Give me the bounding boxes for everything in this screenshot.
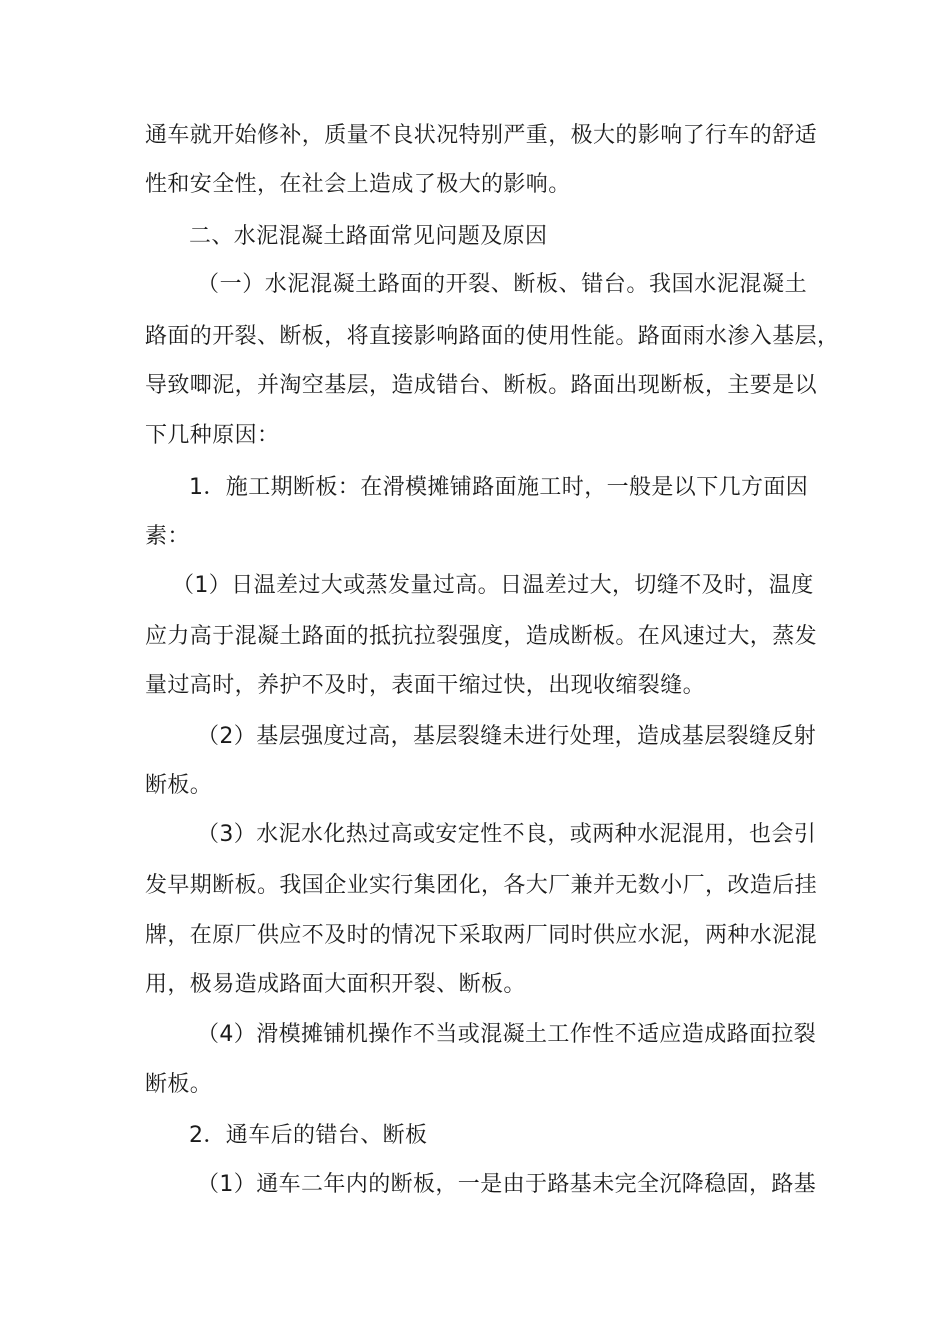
list-item: （1）日温差过大或蒸发量过高。日温差过大，切缝不及时，温度 [172,573,814,598]
paragraph-line: 牌，在原厂供应不及时的情况下采取两厂同时供应水泥，两种水泥混 [145,923,818,948]
list-item-heading: 1．施工期断板：在滑模摊铺路面施工时，一般是以下几方面因 [189,475,809,500]
paragraph-line: 导致唧泥，并淘空基层，造成错台、断板。路面出现断板，主要是以 [145,373,818,398]
list-item: （1）通车二年内的断板，一是由于路基未完全沉降稳固，路基 [197,1172,817,1197]
paragraph-line: 用，极易造成路面大面积开裂、断板。 [145,972,526,997]
paragraph-line: 量过高时，养护不及时，表面干缩过快，出现收缩裂缝。 [145,673,706,698]
paragraph-line: 断板。 [145,1072,213,1097]
section-heading: 二、水泥混凝土路面常见问题及原因 [189,224,548,249]
paragraph-line: 性和安全性，在社会上造成了极大的影响。 [145,172,571,197]
paragraph-line: 断板。 [145,773,213,798]
paragraph-line: 应力高于混凝土路面的抵抗拉裂强度，造成断板。在风速过大，蒸发 [145,624,818,649]
paragraph-line: 下几种原因： [145,423,280,448]
list-item: （4）滑模摊铺机操作不当或混凝土工作性不适应造成路面拉裂 [197,1022,817,1047]
paragraph-line: 发早期断板。我国企业实行集团化，各大厂兼并无数小厂，改造后挂 [145,873,818,898]
paragraph-line: 通车就开始修补，质量不良状况特别严重，极大的影响了行车的舒适 [145,123,818,148]
paragraph-line: 路面的开裂、断板，将直接影响路面的使用性能。路面雨水渗入基层， [145,324,840,349]
subsection-heading: （一）水泥混凝土路面的开裂、断板、错台。我国水泥混凝土 [197,272,807,297]
paragraph-line: 素： [145,524,190,549]
list-item: （2）基层强度过高，基层裂缝未进行处理，造成基层裂缝反射 [197,724,817,749]
list-item: （3）水泥水化热过高或安定性不良，或两种水泥混用，也会引 [197,822,817,847]
list-item-heading: 2．通车后的错台、断板 [189,1123,428,1148]
